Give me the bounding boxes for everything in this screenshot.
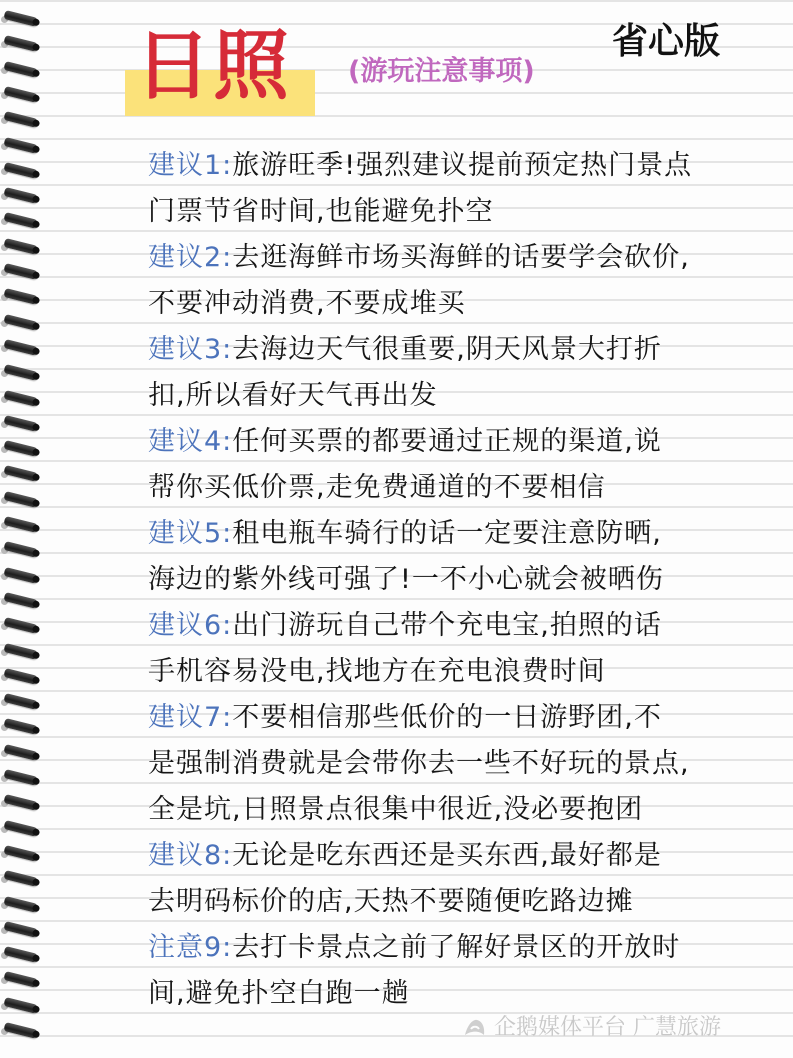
- tip-item: [148, 695, 778, 833]
- binding-ring: [3, 61, 38, 78]
- binding-ring: [3, 592, 38, 609]
- tips-list: [148, 143, 778, 1017]
- tip-text: 去逛海鲜市场买海鲜的话要学会砍价,: [232, 242, 690, 273]
- tip-line-continued: 扣,所以看好天气再出发: [148, 380, 438, 411]
- binding-ring: [3, 187, 38, 204]
- tip-line: [148, 327, 778, 373]
- tip-label: 建议4:: [148, 426, 233, 457]
- binding-ring: [3, 390, 38, 407]
- binding-ring: [3, 288, 38, 305]
- tip-line-continued: 不要冲动消费,不要成堆买: [148, 288, 466, 319]
- binding-ring: [3, 364, 38, 381]
- tip-line: [148, 235, 778, 281]
- tip-line-continued: 全是坑,日照景点很集中很近,没必要抱团: [148, 794, 644, 825]
- binding-ring: [3, 845, 38, 862]
- binding-ring: [3, 111, 38, 128]
- version-tag: 省心版: [612, 21, 721, 62]
- binding-ring: [3, 314, 38, 331]
- penguin-media-logo-icon: [462, 1017, 488, 1039]
- tip-line-continued: 帮你买低价票,走免费通道的不要相信: [148, 472, 606, 503]
- tip-label: 建议6:: [148, 610, 233, 641]
- tip-line: [148, 695, 778, 741]
- tip-text: 出门游玩自己带个充电宝,拍照的话: [232, 610, 662, 641]
- tip-label: 建议8:: [148, 840, 233, 871]
- binding-ring: [3, 921, 38, 938]
- tip-label: 注意9:: [148, 932, 233, 963]
- binding-ring: [3, 86, 38, 103]
- binding-ring: [3, 465, 38, 482]
- tip-line: [148, 833, 778, 879]
- binding-ring: [3, 820, 38, 837]
- tip-line-continued: 海边的紫外线可强了!一不小心就会被晒伤: [148, 564, 664, 595]
- binding-ring: [3, 668, 38, 685]
- tip-line-continued: 间,避免扑空白跑一趟: [148, 978, 410, 1009]
- binding-ring: [3, 617, 38, 634]
- binding-ring: [3, 10, 38, 27]
- tip-line: [148, 925, 778, 971]
- binding-ring: [3, 440, 38, 457]
- tip-item: [148, 925, 778, 1017]
- tip-line: [148, 419, 778, 465]
- tip-item: [148, 419, 778, 511]
- page-subtitle: (游玩注意事项): [348, 56, 535, 87]
- tip-line: [148, 143, 778, 189]
- binding-ring: [3, 238, 38, 255]
- binding-ring: [3, 162, 38, 179]
- page-title: 日照: [135, 21, 291, 110]
- binding-ring: [3, 137, 38, 154]
- binding-ring: [3, 491, 38, 508]
- binding-ring: [3, 946, 38, 963]
- tip-item: [148, 327, 778, 419]
- binding-ring: [3, 896, 38, 913]
- tip-label: 建议2:: [148, 242, 233, 273]
- tip-text: 租电瓶车骑行的话一定要注意防晒,: [232, 518, 662, 549]
- tip-line: [148, 603, 778, 649]
- tip-item: [148, 235, 778, 327]
- tip-line: [148, 511, 778, 557]
- tip-line-continued: 门票节省时间,也能避免扑空: [148, 196, 494, 227]
- tip-line-continued: 手机容易没电,找地方在充电浪费时间: [148, 656, 606, 687]
- binding-ring: [3, 263, 38, 280]
- watermark-text: 企鹅媒体平台 广慧旅游: [494, 1015, 721, 1040]
- binding-ring: [3, 567, 38, 584]
- tip-label: 建议3:: [148, 334, 233, 365]
- tip-item: [148, 143, 778, 235]
- tip-item: [148, 603, 778, 695]
- tip-label: 建议7:: [148, 702, 233, 733]
- binding-ring: [3, 997, 38, 1014]
- binding-ring: [3, 769, 38, 786]
- binding-ring: [3, 339, 38, 356]
- tip-label: 建议5:: [148, 518, 233, 549]
- binding-ring: [3, 1022, 38, 1039]
- tip-text: 旅游旺季!强烈建议提前预定热门景点: [232, 150, 693, 181]
- watermark: [462, 1010, 721, 1046]
- tip-line-continued: 去明码标价的店,天热不要随便吃路边摊: [148, 886, 634, 917]
- tip-item: [148, 511, 778, 603]
- binding-ring: [3, 794, 38, 811]
- tip-text: 去海边天气很重要,阴天风景大打折: [232, 334, 662, 365]
- spiral-binding: [0, 0, 46, 1058]
- binding-ring: [3, 643, 38, 660]
- binding-ring: [3, 415, 38, 432]
- tip-line-continued: 是强制消费就是会带你去一些不好玩的景点,: [148, 748, 690, 779]
- binding-ring: [3, 971, 38, 988]
- binding-ring: [3, 212, 38, 229]
- tip-item: [148, 833, 778, 925]
- binding-ring: [3, 35, 38, 52]
- binding-ring: [3, 693, 38, 710]
- tip-label: 建议1:: [148, 150, 233, 181]
- tip-text: 任何买票的都要通过正规的渠道,说: [232, 426, 662, 457]
- tip-text: 无论是吃东西还是买东西,最好都是: [232, 840, 662, 871]
- binding-ring: [3, 870, 38, 887]
- binding-ring: [3, 718, 38, 735]
- binding-ring: [3, 541, 38, 558]
- binding-ring: [3, 516, 38, 533]
- tip-text: 去打卡景点之前了解好景区的开放时: [232, 932, 681, 963]
- binding-ring: [3, 744, 38, 761]
- tip-text: 不要相信那些低价的一日游野团,不: [232, 702, 662, 733]
